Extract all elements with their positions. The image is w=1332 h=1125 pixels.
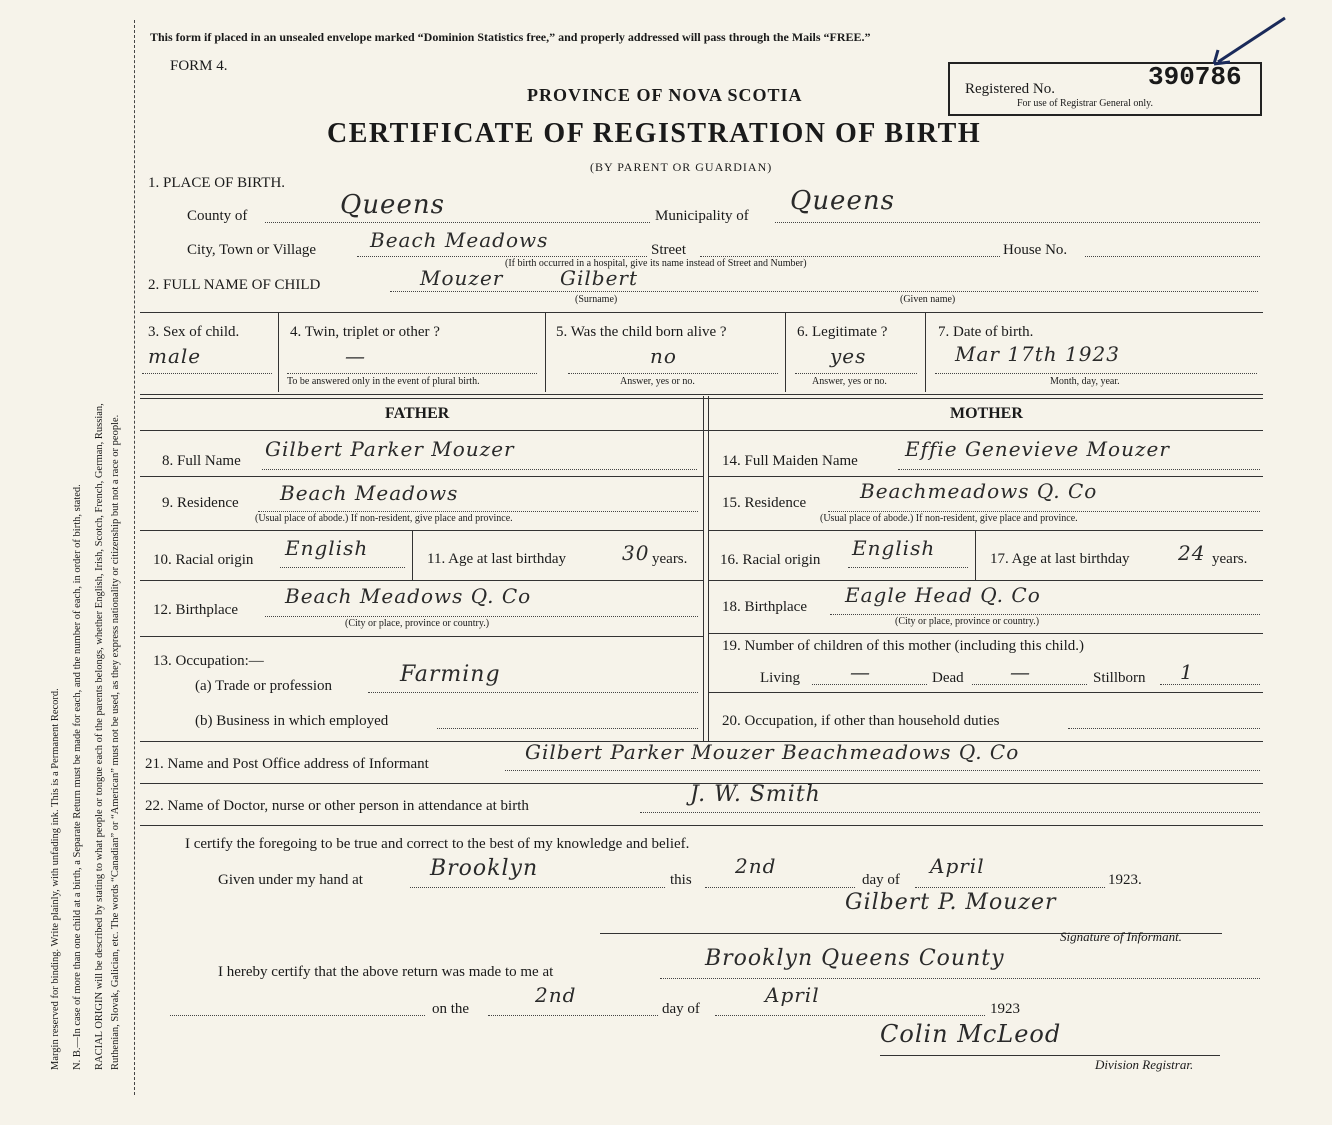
father-heading: FATHER <box>385 405 450 422</box>
mother-residence-note: (Usual place of abode.) If non-resident, give place and province. <box>820 513 1078 524</box>
registered-label: Registered No. <box>965 81 1055 97</box>
father-name-label: 8. Full Name <box>162 453 241 469</box>
stillborn-value: 1 <box>1180 660 1194 684</box>
stillborn-label: Stillborn <box>1093 670 1146 686</box>
living-value: — <box>850 660 871 684</box>
mailing-notice: This form if placed in an unsealed envelope marked “Dominion Statistics free,” and properly addressed will pass through the Mails “FREE.” <box>150 30 871 44</box>
place-heading: 1. PLACE OF BIRTH. <box>148 175 286 191</box>
return-place: Brooklyn Queens County <box>705 946 1005 971</box>
city-label: City, Town or Village <box>187 242 317 258</box>
mother-racial-label: 16. Racial origin <box>720 552 821 568</box>
twin-value: — <box>345 344 366 368</box>
father-years-label: years. <box>652 551 688 567</box>
margin-note-3: RACIAL ORIGIN will be described by stating to what people or tongue each of the parents belongs, whether English, Irish, Scotch, French, German, Russian, <box>94 403 105 1070</box>
mother-residence-label: 15. Residence <box>722 495 807 511</box>
father-racial-label: 10. Racial origin <box>153 552 254 568</box>
legitimate-value: yes <box>830 344 867 368</box>
hospital-note: (If birth occurred in a hospital, give its name instead of Street and Number) <box>505 258 807 269</box>
twin-note: To be answered only in the event of plural birth. <box>287 376 480 387</box>
sex-label: 3. Sex of child. <box>148 324 240 340</box>
day-value: 2nd <box>735 854 777 878</box>
doctor-label: 22. Name of Doctor, nurse or other person in attendance at birth <box>145 798 529 814</box>
father-residence-value: Beach Meadows <box>280 481 459 505</box>
mother-residence-value: Beachmeadows Q. Co <box>860 479 1098 503</box>
county-label: County of <box>187 208 248 224</box>
father-racial-value: English <box>285 536 369 560</box>
doctor-value: J. W. Smith <box>690 782 821 807</box>
twin-label: 4. Twin, triplet or other ? <box>290 324 440 340</box>
given-place: Brooklyn <box>430 856 539 881</box>
page-title: CERTIFICATE OF REGISTRATION OF BIRTH <box>327 118 982 149</box>
registered-number: 390786 <box>1148 62 1242 92</box>
alive-note: Answer, yes or no. <box>620 376 695 387</box>
day2-value: 2nd <box>535 983 577 1007</box>
day-of-label: day of <box>862 872 900 888</box>
father-trade-value: Farming <box>400 662 501 687</box>
street-label: Street <box>651 242 686 258</box>
father-name-value: Gilbert Parker Mouzer <box>265 437 515 461</box>
month-value: April <box>930 854 985 878</box>
mother-birthplace-note: (City or place, province or country.) <box>895 616 1040 627</box>
father-age-value: 30 <box>622 541 650 565</box>
child-surname: Mouzer <box>420 266 504 290</box>
house-label: House No. <box>1003 242 1068 258</box>
mother-name-value: Effie Genevieve Mouzer <box>905 437 1170 461</box>
child-given-name: Gilbert <box>560 266 639 290</box>
page-subtitle: (BY PARENT OR GUARDIAN) <box>590 160 773 174</box>
surname-caption: (Surname) <box>575 294 618 305</box>
given-label: Given under my hand at <box>218 872 363 888</box>
father-residence-note: (Usual place of abode.) If non-resident, give place and province. <box>255 513 513 524</box>
informant-value: Gilbert Parker Mouzer Beachmeadows Q. Co <box>525 740 1020 764</box>
father-birthplace-value: Beach Meadows Q. Co <box>285 584 532 608</box>
dob-note: Month, day, year. <box>1050 376 1120 387</box>
month2-value: April <box>765 983 820 1007</box>
mother-years-label: years. <box>1212 551 1248 567</box>
year-value: 1923. <box>1108 872 1142 888</box>
return-label: I hereby certify that the above return was made to me at <box>218 964 554 980</box>
margin-note-1: Margin reserved for binding. Write plainly, with unfading ink. This is a Permanent Record. <box>50 688 61 1070</box>
mother-racial-value: English <box>852 536 936 560</box>
father-business-label: (b) Business in which employed <box>195 713 389 729</box>
sex-value: male <box>148 344 202 368</box>
city-value: Beach Meadows <box>370 228 549 252</box>
mother-age-label: 17. Age at last birthday <box>990 551 1130 567</box>
municipality-value: Queens <box>790 186 895 216</box>
margin-note-4: Ruthenian, Slovak, Galician, etc. The words “Canadian” or “American” must not be used, as they express nationality or citizenship but not a race or people. <box>110 414 121 1070</box>
division-registrar-label: Division Registrar. <box>1095 1057 1194 1072</box>
form-number: FORM 4. <box>170 58 228 74</box>
father-birthplace-label: 12. Birthplace <box>153 602 238 618</box>
mother-birthplace-value: Eagle Head Q. Co <box>845 583 1041 607</box>
registrar-note: For use of Registrar General only. <box>1017 98 1153 109</box>
dead-label: Dead <box>932 670 964 686</box>
child-name-label: 2. FULL NAME OF CHILD <box>148 277 321 293</box>
dob-value: Mar 17th 1923 <box>955 342 1120 366</box>
father-age-label: 11. Age at last birthday <box>427 551 566 567</box>
mother-name-label: 14. Full Maiden Name <box>722 453 858 469</box>
binding-margin-line <box>134 20 135 1095</box>
alive-value: no <box>650 344 677 368</box>
father-birthplace-note: (City or place, province or country.) <box>345 618 490 629</box>
dob-label: 7. Date of birth. <box>938 324 1034 340</box>
living-label: Living <box>760 670 800 686</box>
father-residence-label: 9. Residence <box>162 495 239 511</box>
informant-signature-label: Signature of Informant. <box>1060 929 1182 944</box>
mother-age-value: 24 <box>1178 541 1206 565</box>
this-label: this <box>670 872 692 888</box>
on-the-label: on the <box>432 1001 470 1017</box>
legitimate-note: Answer, yes or no. <box>812 376 887 387</box>
father-occupation-label: 13. Occupation:— <box>153 653 264 669</box>
registrar-signature: Colin McLeod <box>880 1020 1062 1048</box>
alive-label: 5. Was the child born alive ? <box>556 324 727 340</box>
father-trade-label: (a) Trade or profession <box>195 678 333 694</box>
municipality-label: Municipality of <box>655 208 749 224</box>
day-of2-label: day of <box>662 1001 700 1017</box>
dead-value: — <box>1010 660 1031 684</box>
margin-note-2: N. B.—In case of more than one child at a birth, a Separate Return must be made for each, and the number of each, in order of birth, stated. <box>72 484 83 1070</box>
mother-occupation-label: 20. Occupation, if other than household duties <box>722 713 1000 729</box>
mother-birthplace-label: 18. Birthplace <box>722 599 807 615</box>
certify-statement: I certify the foregoing to be true and correct to the best of my knowledge and belief. <box>185 836 690 852</box>
informant-label: 21. Name and Post Office address of Informant <box>145 756 429 772</box>
mother-children-label: 19. Number of children of this mother (including this child.) <box>722 638 1085 654</box>
county-value: Queens <box>340 190 445 220</box>
informant-signature: Gilbert P. Mouzer <box>845 890 1057 915</box>
province-heading: PROVINCE OF NOVA SCOTIA <box>527 85 803 105</box>
mother-heading: MOTHER <box>950 405 1023 422</box>
year2-value: 1923 <box>990 1001 1020 1017</box>
given-caption: (Given name) <box>900 294 956 305</box>
arrow-icon <box>1200 12 1290 72</box>
legitimate-label: 6. Legitimate ? <box>797 324 888 340</box>
